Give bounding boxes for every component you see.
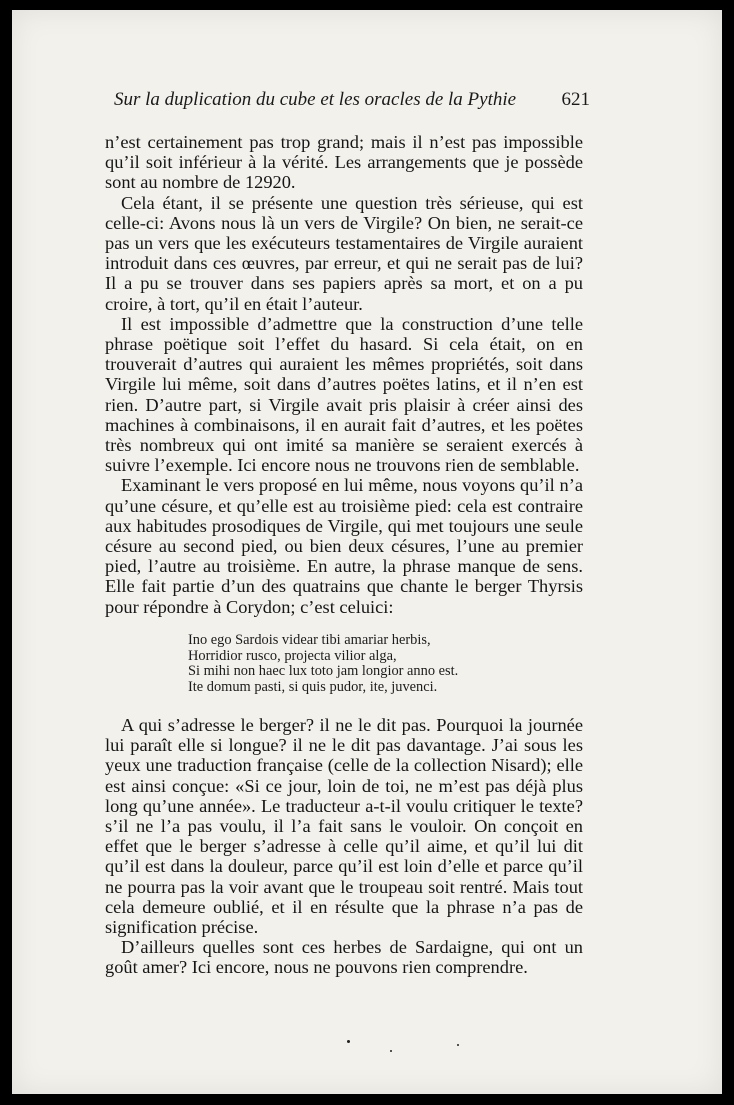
- verse-quotation: [188, 633, 588, 695]
- print-speck: [347, 1040, 350, 1043]
- paragraph: D’ailleurs quelles sont ces herbes de Sardaigne, qui ont un goût amer? Ici encore, nous ne pouvons rien comprendre.: [105, 937, 583, 978]
- running-title: Sur la duplication du cube et les oracles de la Pythie: [114, 89, 517, 110]
- paragraph: A qui s’adresse le berger? il ne le dit pas. Pourquoi la journée lui paraît elle si longue? il ne le dit pas davantage. J’ai sous les yeux une traduction française (celle de la collection Nisard); elle est ainsi conçue: «Si ce jour, loin de toi, ne m’est pas déjà plus long qu’une année». Le traducteur a-t-il voulu critiquer le texte? s’il ne l’a pas voulu, il l’a fait sans le vouloir. On conçoit en effet que le berger s’adresse à celle qu’il aime, et qu’il lui dit qu’il est dans la douleur, parce qu’il est loin d’elle et parce qu’il ne pourra pas la voir avant que le troupeau soit rentré. Mais tout cela demeure oublié, et il en résulte que la phrase n’a pas de signification précise.: [105, 715, 583, 938]
- paragraph: Examinant le vers proposé en lui même, nous voyons qu’il n’a qu’une césure, et qu’elle est au troisième pied: cela est contraire aux habitudes prosodiques de Virgile, qui met toujours une seule césure au second pied, ou bien deux césures, l’une au premier pied, l’autre au troisième. En autre, la phrase manque de sens. Elle fait partie d’un des quatrains que chante le berger Thyrsis pour répondre à Corydon; c’est celuici:: [105, 475, 583, 617]
- verse-line: Horridior rusco, projecta vilior alga,: [188, 647, 397, 664]
- paragraph: Cela étant, il se présente une question très sérieuse, qui est celle-ci: Avons nous là un vers de Virgile? On bien, ne serait-ce pas un vers que les exécuteurs testamentaires de Virgile auraient introduit dans ces œuvres, par erreur, et qui ne serait pas de lui? Il a pu se trouver dans ses papiers après sa mort, et on a pu croire, à tort, qu’il en était l’auteur.: [105, 192, 583, 314]
- page-number: 621: [561, 89, 590, 110]
- paragraph: Il est impossible d’admettre que la construction d’une telle phrase poëtique soit l’effet du hasard. Si cela était, on en trouverait d’autres qui auraient les mêmes propriétés, soit dans Virgile lui même, soit dans d’autres poëtes latins, et il n’en est rien. D’autre part, si Virgile avait pris plaisir à créer ainsi des machines à combinaisons, il en aurait fait d’autres, et les poëtes très nombreux qui ont imité sa manière se seraient exercés à suivre l’exemple. Ici encore nous ne trouvons rien de semblable.: [105, 313, 583, 476]
- running-header: [114, 89, 590, 111]
- paragraph: n’est certainement pas trop grand; mais il n’est pas impossible qu’il soit inférieur à la vérité. Les arrangements que je possède sont au nombre de 12920.: [105, 132, 583, 193]
- verse-line: Si mihi non haec lux toto jam longior anno est.: [188, 663, 459, 680]
- verse-line: Ino ego Sardois videar tibi amariar herbis,: [188, 632, 431, 648]
- book-page: [12, 10, 722, 1094]
- body-text-top: [105, 132, 583, 617]
- verse-line: Ite domum pasti, si quis pudor, ite, juvenci.: [188, 678, 438, 695]
- body-text-bottom: [105, 715, 583, 978]
- print-speck: [390, 1050, 392, 1052]
- print-speck: [457, 1044, 459, 1046]
